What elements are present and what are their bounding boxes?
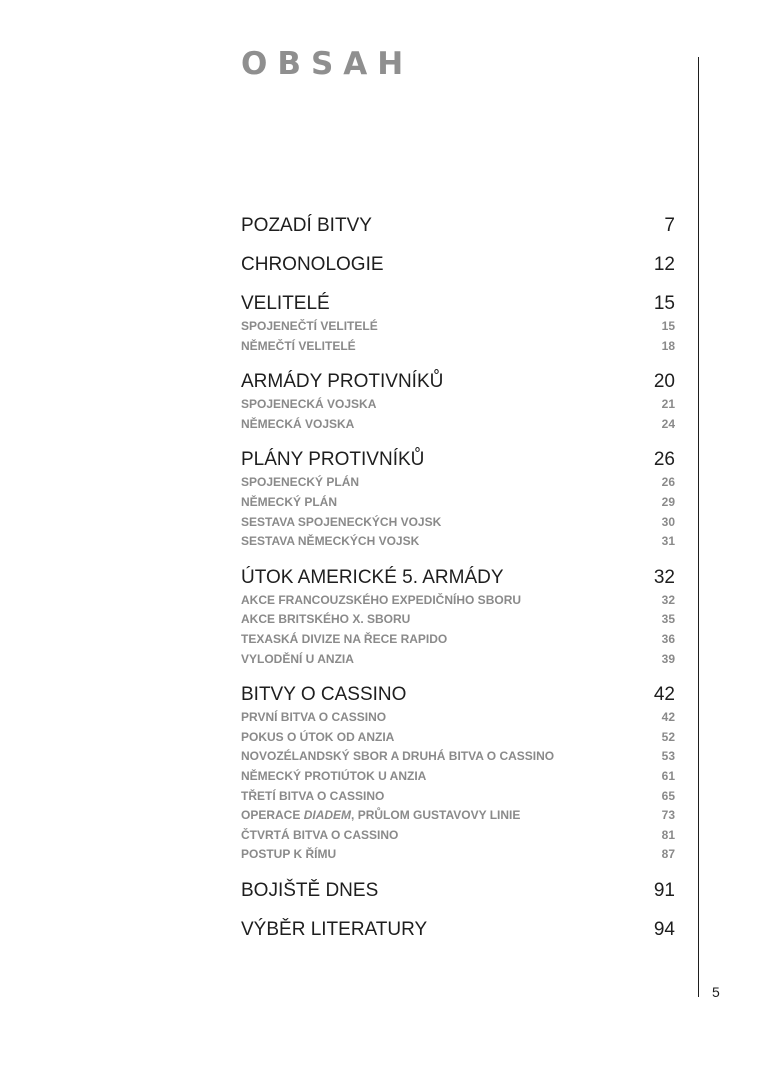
toc-entry-title: BITVY O CASSINO — [241, 684, 407, 706]
toc-subentry-page: 21 — [661, 397, 675, 412]
toc-subentry[interactable] — [241, 650, 675, 670]
toc-subentry[interactable] — [241, 728, 675, 748]
toc-entry-title: PLÁNY PROTIVNÍKŮ — [241, 449, 425, 471]
toc-subentry-title: PRVNÍ BITVA O CASSINO — [241, 710, 387, 725]
toc-subentry-title: SPOJENEČTÍ VELITELÉ — [241, 319, 378, 333]
toc-subentry[interactable] — [241, 767, 675, 787]
toc-section — [241, 682, 675, 865]
toc-subentry-page: 73 — [661, 808, 675, 823]
toc-subentry-title: NĚMECKÝ PLÁN — [241, 494, 338, 509]
toc-entry-title: VÝBĚR LITERATURY — [241, 918, 428, 940]
toc-subentry-page: 32 — [661, 592, 675, 607]
toc-subentry[interactable] — [241, 513, 675, 533]
toc-entry-title: ARMÁDY PROTIVNÍKŮ — [241, 371, 444, 393]
toc-entry-title: VELITELÉ — [241, 293, 330, 314]
toc-subentry-page: 31 — [661, 534, 675, 549]
toc-subentry[interactable] — [241, 415, 675, 435]
toc-section — [241, 252, 675, 278]
toc-section — [241, 291, 675, 356]
toc-subentry-title-pre: OPERACE — [241, 808, 304, 823]
toc-subentry-page: 52 — [661, 729, 675, 744]
toc-entry-page: 91 — [653, 879, 675, 901]
toc-subentry-page: 61 — [661, 768, 675, 783]
toc-subentry[interactable] — [241, 317, 675, 337]
toc-subentry-title: NĚMECKÁ VOJSKA — [241, 416, 355, 431]
toc-entry-title: CHRONOLOGIE — [241, 254, 384, 275]
toc-subentry[interactable] — [241, 493, 675, 513]
toc-subentry-title: NĚMECKÝ PROTIÚTOK U ANZIA — [241, 768, 427, 783]
toc-entry[interactable] — [241, 565, 675, 591]
toc-subentry[interactable] — [241, 610, 675, 630]
toc-subentry[interactable] — [241, 473, 675, 493]
toc-entry[interactable] — [241, 917, 675, 943]
toc-subentry[interactable] — [241, 747, 675, 767]
toc-subentry-title: AKCE FRANCOUZSKÉHO EXPEDIČNÍHO SBORU — [241, 592, 522, 607]
toc-subentry-page: 36 — [661, 631, 675, 646]
toc-entry-title: BOJIŠTĚ DNES — [241, 879, 379, 901]
toc-entry-title: POZADÍ BITVY — [241, 215, 372, 236]
toc-subentry[interactable] — [241, 337, 675, 357]
toc-subentry-title: TEXASKÁ DIVIZE NA ŘECE RAPIDO — [241, 631, 448, 646]
toc-subentry-title: NĚMEČTÍ VELITELÉ — [241, 338, 356, 353]
table-of-contents — [241, 213, 675, 956]
toc-subentry-title: TŘETÍ BITVA O CASSINO — [241, 788, 385, 803]
toc-subentry-page: 81 — [661, 827, 675, 842]
toc-subentry-page: 15 — [661, 319, 675, 333]
toc-subentry[interactable] — [241, 826, 675, 846]
toc-subentry[interactable] — [241, 708, 675, 728]
toc-subentry[interactable] — [241, 787, 675, 807]
toc-subentry-title: SPOJENECKÁ VOJSKA — [241, 397, 377, 412]
toc-subentry-page: 39 — [661, 651, 675, 666]
toc-entry[interactable] — [241, 447, 675, 473]
toc-entry[interactable] — [241, 291, 675, 317]
toc-entry-page: 12 — [653, 254, 675, 275]
toc-entry-page: 20 — [653, 371, 675, 393]
toc-subentry-title: SESTAVA SPOJENECKÝCH VOJSK — [241, 514, 442, 529]
toc-entry[interactable] — [241, 682, 675, 708]
toc-subentry-page: 30 — [661, 514, 675, 529]
toc-subentry-page: 26 — [661, 475, 675, 490]
toc-subentry-title: NOVOZÉLANDSKÝ SBOR A DRUHÁ BITVA O CASSINO — [241, 749, 555, 764]
toc-section — [241, 917, 675, 943]
toc-section — [241, 878, 675, 904]
toc-subentry-title: SPOJENECKÝ PLÁN — [241, 475, 360, 490]
toc-subentry-page: 29 — [661, 494, 675, 509]
toc-subentry-title: ČTVRTÁ BITVA O CASSINO — [241, 827, 399, 842]
toc-subentry-page: 42 — [661, 710, 675, 725]
toc-subentry-title: POKUS O ÚTOK OD ANZIA — [241, 729, 395, 744]
toc-subentry-title: VYLODĚNÍ U ANZIA — [241, 651, 354, 666]
toc-subentry[interactable] — [241, 532, 675, 552]
toc-entry-page: 7 — [664, 215, 675, 236]
toc-entry-page: 15 — [653, 293, 675, 314]
toc-subentry-page: 35 — [661, 612, 675, 627]
toc-section — [241, 213, 675, 239]
toc-subentry-title-post: , PRŮLOM GUSTAVOVY LINIE — [351, 808, 521, 823]
toc-subentry-title — [241, 806, 520, 826]
toc-entry[interactable] — [241, 252, 675, 278]
toc-subentry-title: SESTAVA NĚMECKÝCH VOJSK — [241, 534, 420, 549]
toc-entry-title: ÚTOK AMERICKÉ 5. ARMÁDY — [241, 566, 504, 588]
toc-subentry-page: 18 — [661, 338, 675, 353]
toc-subentry-page: 87 — [661, 847, 675, 862]
toc-subentry[interactable] — [241, 591, 675, 611]
toc-subentry-page: 53 — [661, 749, 675, 764]
toc-entry[interactable] — [241, 878, 675, 904]
toc-subentry[interactable] — [241, 630, 675, 650]
toc-subentry-page: 24 — [661, 416, 675, 431]
toc-subentry-title-em: DIADEM — [303, 808, 352, 823]
toc-section — [241, 369, 675, 434]
toc-subentry-page: 65 — [661, 788, 675, 803]
toc-entry-page: 32 — [653, 566, 675, 588]
margin-rule — [698, 57, 699, 997]
page-title: OBSAH — [241, 46, 414, 82]
toc-section — [241, 447, 675, 551]
toc-entry[interactable] — [241, 369, 675, 395]
toc-subentry[interactable] — [241, 845, 675, 865]
page-number: 5 — [712, 984, 720, 1000]
toc-entry-page: 42 — [653, 684, 675, 706]
toc-entry[interactable] — [241, 213, 675, 239]
toc-entry-page: 26 — [653, 449, 675, 471]
toc-subentry[interactable] — [241, 806, 675, 826]
toc-subentry-title: AKCE BRITSKÉHO X. SBORU — [241, 612, 411, 627]
toc-section — [241, 565, 675, 669]
toc-subentry-title: POSTUP K ŘÍMU — [241, 847, 337, 862]
toc-entry-page: 94 — [653, 918, 675, 940]
toc-subentry[interactable] — [241, 395, 675, 415]
